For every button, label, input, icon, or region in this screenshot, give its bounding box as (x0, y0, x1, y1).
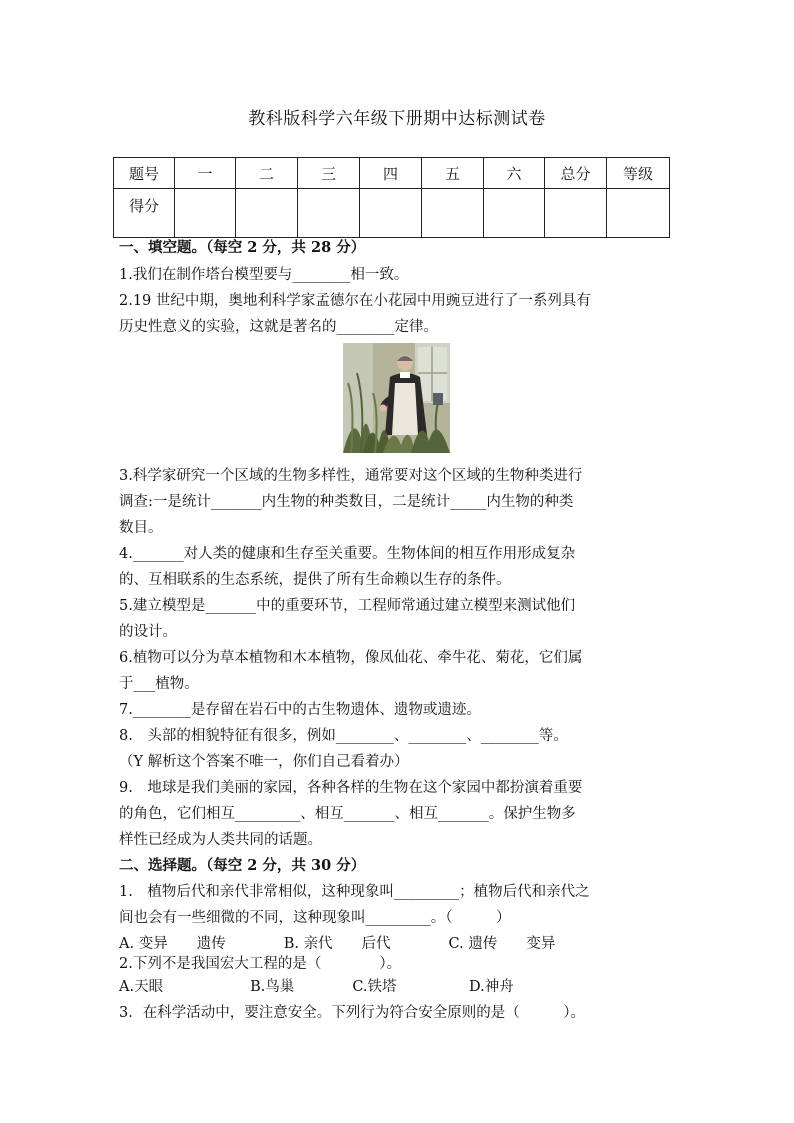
question-line: 6.植物可以分为草本植物和木本植物，像凤仙花、牵牛花、菊花，它们属 (119, 650, 583, 666)
score-cell[interactable] (545, 189, 607, 238)
score-header-cell: 一 (175, 158, 236, 189)
question-line: 8. 头部的相貌特征有很多，例如________、________、________等。 (119, 728, 568, 744)
question-line: 4._______对人类的健康和生存至关重要。生物体间的相互作用形成复杂 (119, 546, 576, 562)
score-table (113, 157, 670, 238)
question-line: 数目。 (119, 520, 163, 536)
score-header-cell: 六 (484, 158, 545, 189)
question-line: 1. 植物后代和亲代非常相似，这种现象叫_________；植物后代和亲代之 (119, 884, 590, 900)
score-header-cell: 三 (298, 158, 360, 189)
question-line: 3.科学家研究一个区域的生物多样性，通常要对这个区域的生物种类进行 (119, 468, 583, 484)
score-cell[interactable] (298, 189, 360, 238)
question-line: 3．在科学活动中，要注意安全。下列行为符合安全原则的是（ ）。 (119, 1005, 585, 1021)
section1-heading: 一、填空题。（每空 2 分，共 28 分） (119, 239, 366, 256)
score-header-cell: 四 (360, 158, 422, 189)
score-header-cell: 题号 (114, 158, 175, 189)
question-line: 间也会有一些细微的不同，这种现象叫_________。（ ） (119, 910, 511, 926)
question-note: （Y 解析这个答案不唯一，你们自己看着办） (119, 754, 409, 770)
question-line: 历史性意义的实验，这就是著名的________定律。 (119, 319, 438, 335)
score-header-cell: 二 (236, 158, 298, 189)
question-line: 7.________是存留在岩石中的古生物遗体、遗物或遗迹。 (119, 702, 481, 718)
score-cell[interactable] (360, 189, 422, 238)
answer-options: A.天眼 B.鸟巢 C.铁塔 D.神舟 (119, 979, 514, 995)
question-line: 2.下列不是我国宏大工程的是（ ）。 (119, 956, 402, 972)
page-title: 教科版科学六年级下册期中达标测试卷 (248, 109, 546, 129)
question-line: 样性已经成为人类共同的话题。 (119, 832, 322, 848)
score-cell[interactable] (484, 189, 545, 238)
score-cell[interactable] (422, 189, 484, 238)
mendel-photo (343, 343, 450, 453)
score-header-cell: 五 (422, 158, 484, 189)
question-line: 的设计。 (119, 624, 177, 640)
score-table-header-row (114, 158, 670, 189)
section2-heading: 二、选择题。（每空 2 分，共 30 分） (119, 857, 366, 874)
question-line: 调查:一是统计_______内生物的种类数目，二是统计_____内生物的种类 (119, 494, 574, 510)
score-row-label: 得分 (114, 189, 175, 238)
score-cell[interactable] (607, 189, 670, 238)
score-header-cell: 总分 (545, 158, 607, 189)
question-line: 2.19 世纪中期，奥地利科学家孟德尔在小花园中用豌豆进行了一系列具有 (119, 293, 591, 309)
question-line: 9. 地球是我们美丽的家园，各种各样的生物在这个家园中都扮演着重要 (119, 780, 583, 796)
question-line: 5.建立模型是_______中的重要环节，工程师常通过建立模型来测试他们 (119, 598, 576, 614)
score-cell[interactable] (236, 189, 298, 238)
answer-options: A. 变异 遗传 B. 亲代 后代 C. 遗传 变异 (119, 936, 556, 952)
question-line: 的角色，它们相互_________、相互_______、相互_______。保护生物多 (119, 806, 576, 822)
score-cell[interactable] (175, 189, 236, 238)
question-line: 1.我们在制作塔台模型要与________相一致。 (119, 267, 409, 283)
score-header-cell: 等级 (607, 158, 670, 189)
question-line: 的、互相联系的生态系统，提供了所有生命赖以生存的条件。 (119, 572, 511, 588)
score-table-score-row (114, 189, 670, 238)
question-line: 于___植物。 (119, 676, 199, 692)
